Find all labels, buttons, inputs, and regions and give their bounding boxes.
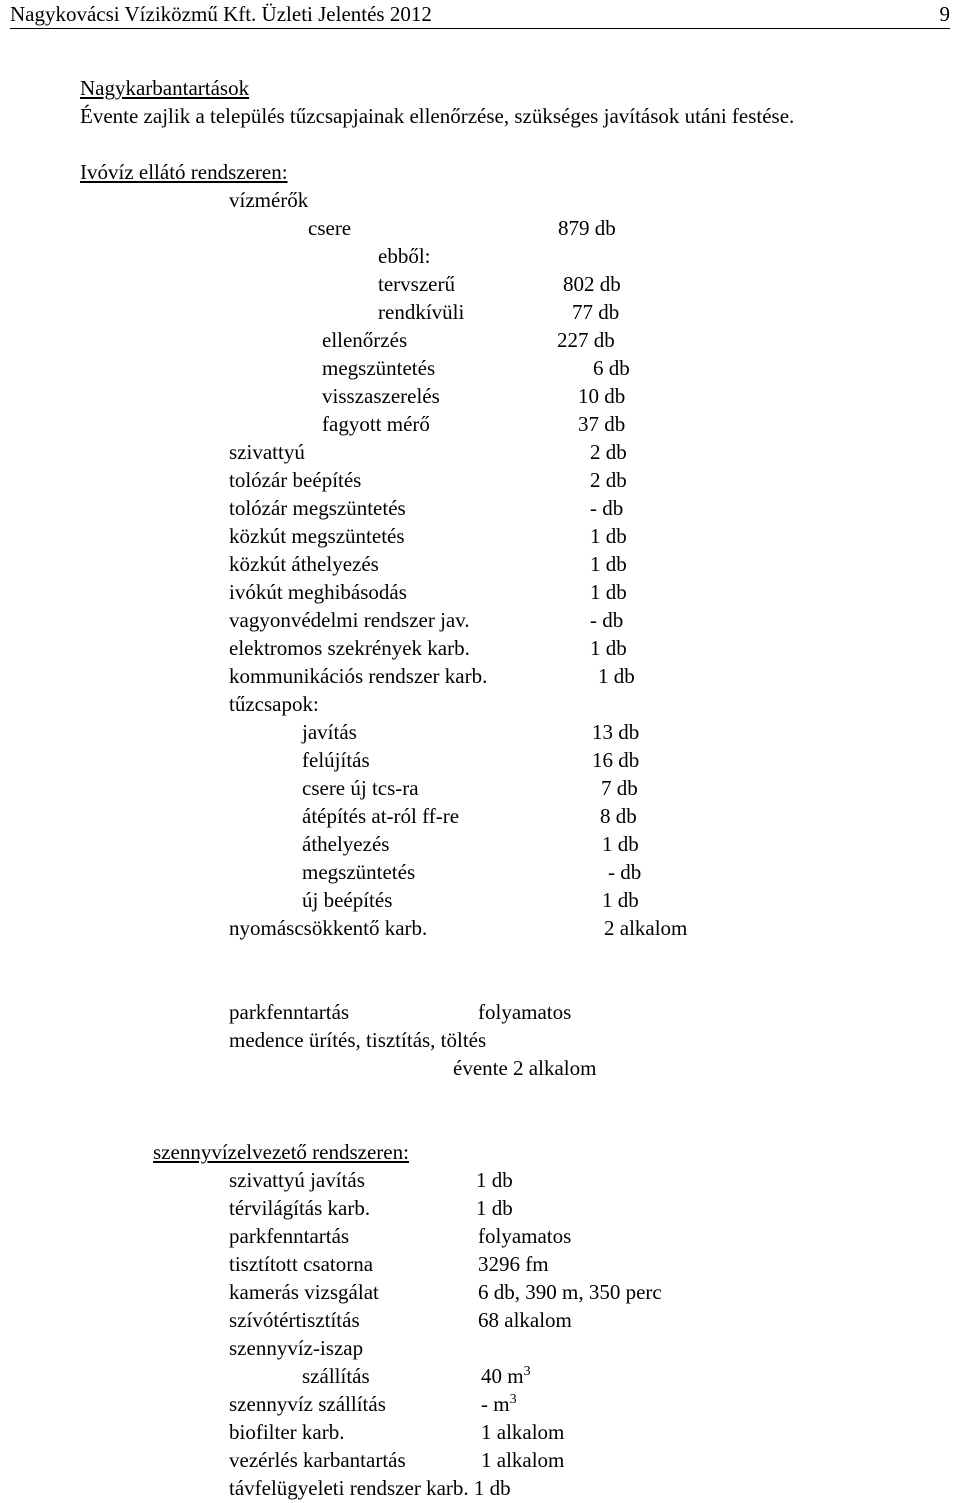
row-label: tisztított csatorna [229,1252,374,1276]
row-value: - db [590,608,624,632]
row-value: 10 db [578,384,626,408]
row-label: nyomáscsökkentő karb. [229,916,428,940]
row-value: 16 db [592,748,640,772]
section-title-szennyviz: szennyvízelvezető rendszeren: [153,1140,409,1164]
row-label: térvilágítás karb. [229,1196,371,1220]
nagykarbantartas-text: Évente zajlik a település tűzcsapjainak ellenőrzése, szükséges javítások utáni festése. [80,104,795,128]
row-label: vezérlés karbantartás [229,1448,406,1472]
row-value: 1 db [476,1196,513,1220]
row-label: biofilter karb. [229,1420,345,1444]
row-value: 37 db [578,412,626,436]
medence-label: medence ürítés, tisztítás, töltés [229,1028,487,1052]
row-value: 1 db [476,1168,513,1192]
row-value: 8 db [600,804,637,828]
row-label: parkfenntartás [229,1224,350,1248]
row-label: szennyvíz szállítás [229,1392,386,1416]
row-value: 6 db, 390 m, 350 perc [478,1280,662,1304]
row-label: csere új tcs-ra [302,776,419,800]
unit-superscript: 3 [523,1364,531,1379]
row-label: elektromos szekrények karb. [229,636,470,660]
row-label: kommunikációs rendszer karb. [229,664,488,688]
row-value: 1 db [598,664,635,688]
page-header [10,0,950,29]
row-label: szívótértisztítás [229,1308,360,1332]
section-title-nagykarbantartasok: Nagykarbantartások [80,76,250,100]
row-label: átépítés at-ról ff-re [302,804,460,828]
row-value: 77 db [572,300,620,324]
row-value: 1 db [602,888,639,912]
row-label: vagyonvédelmi rendszer jav. [229,608,470,632]
row-value: 2 alkalom [604,916,688,940]
row-value: 1 alkalom [481,1420,565,1444]
row-label: kamerás vizsgálat [229,1280,379,1304]
row-label: távfelügyeleti rendszer karb. 1 db [229,1476,511,1500]
row-value: 1 db [590,524,627,548]
row-label: ellenőrzés [322,328,408,352]
row-label: tolózár beépítés [229,468,362,492]
row-label: közkút áthelyezés [229,552,379,576]
row-label: szennyvíz-iszap [229,1336,364,1360]
row-value: 802 db [563,272,621,296]
page-number: 9 [939,2,950,26]
row-label: áthelyezés [302,832,390,856]
parkfenntartas-value: folyamatos [478,1000,572,1024]
row-value: folyamatos [478,1224,572,1248]
row-label: tervszerű [378,272,455,296]
row-label: visszaszerelés [322,384,440,408]
row-value: 68 alkalom [478,1308,572,1332]
vizmerok-label: vízmérők [229,188,309,212]
row-label: új beépítés [302,888,393,912]
row-value: 1 db [590,636,627,660]
row-value: 1 db [602,832,639,856]
row-label: felújítás [302,748,370,772]
row-label: megszüntetés [302,860,416,884]
unit-superscript: 3 [509,1392,517,1407]
row-label: fagyott mérő [322,412,430,436]
section-title-ivoviz: Ivóvíz ellátó rendszeren: [80,160,288,184]
row-value: 2 db [590,468,627,492]
value-text: 40 m [481,1364,524,1388]
parkfenntartas-label: parkfenntartás [229,1000,350,1024]
row-value: 7 db [601,776,638,800]
row-label: tolózár megszüntetés [229,496,406,520]
medence-value: évente 2 alkalom [453,1056,597,1080]
row-label: rendkívüli [378,300,465,324]
row-label: közkút megszüntetés [229,524,405,548]
row-label: szivattyú javítás [229,1168,365,1192]
row-value: - db [590,496,624,520]
row-label: javítás [302,720,357,744]
row-value: 227 db [557,328,615,352]
row-value: 3296 fm [478,1252,549,1276]
row-label: szállítás [302,1364,370,1388]
row-value: 2 db [590,440,627,464]
row-value [481,1390,517,1418]
row-value: 6 db [593,356,630,380]
row-label: tűzcsapok: [229,692,319,716]
row-value: 1 db [590,580,627,604]
row-label: ebből: [378,244,431,268]
row-label: szivattyú [229,440,305,464]
row-value: - db [608,860,642,884]
row-value: 13 db [592,720,640,744]
value-text: - m [481,1392,510,1416]
row-label: csere [308,216,352,240]
row-value: 1 alkalom [481,1448,565,1472]
row-value: 879 db [558,216,616,240]
row-value: 1 db [590,552,627,576]
row-label: megszüntetés [322,356,436,380]
row-label: ivókút meghibásodás [229,580,407,604]
header-title: Nagykovácsi Víziközmű Kft. Üzleti Jelentés 2012 [10,2,432,26]
row-value [481,1362,531,1390]
